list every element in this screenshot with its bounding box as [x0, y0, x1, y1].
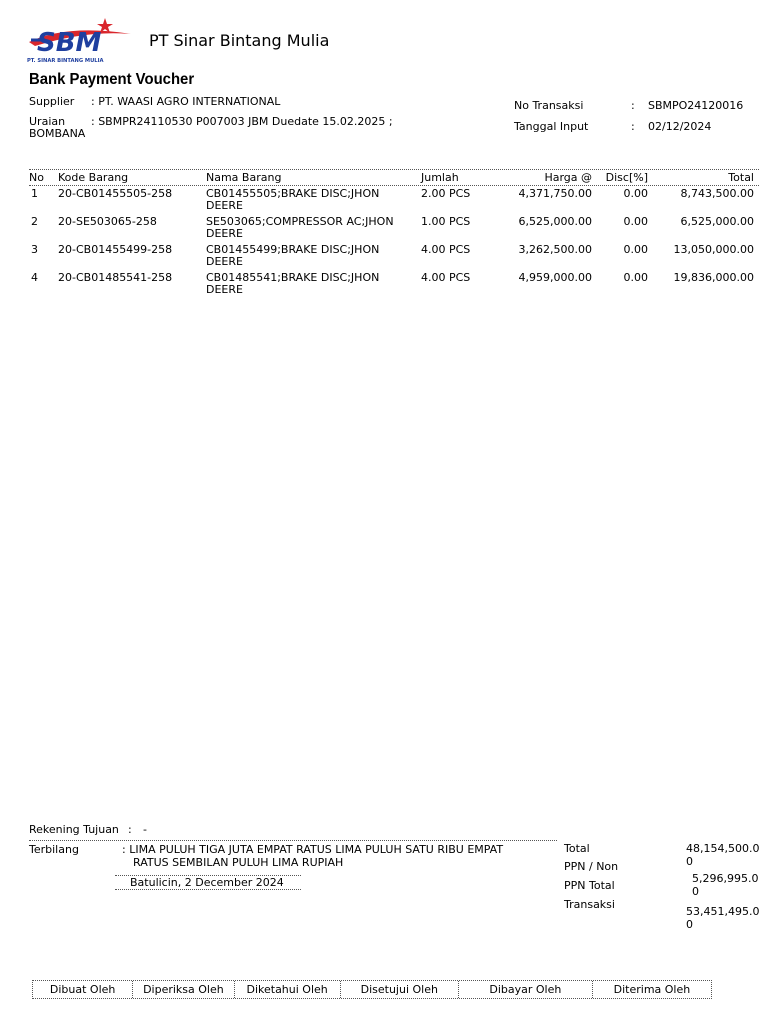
row-harga: 6,525,000.00: [518, 215, 592, 228]
row-disc: 0.00: [623, 215, 648, 228]
row-kode: 20-CB01485541-258: [58, 271, 173, 284]
place-date: Batulicin, 2 December 2024: [115, 875, 301, 890]
signature-row: [32, 980, 712, 999]
row-total: 6,525,000.00: [680, 215, 754, 228]
row-total: 13,050,000.00: [673, 243, 754, 256]
terbilang-divider: [29, 840, 557, 841]
row-disc: 0.00: [623, 243, 648, 256]
table-header-divider: [29, 185, 759, 186]
logo-subtext: PT. SINAR BINTANG MULIA: [27, 58, 104, 64]
grand-total-value-line1: 53,451,495.0: [686, 905, 760, 918]
row-total: 19,836,000.00: [673, 271, 754, 284]
company-name: PT Sinar Bintang Mulia: [149, 31, 330, 50]
ppn-total-label: PPN Total: [564, 879, 615, 892]
row-no: 1: [31, 187, 38, 200]
header-nama-barang: Nama Barang: [206, 171, 282, 184]
header-jumlah: Jumlah: [421, 171, 459, 184]
header-total: Total: [728, 171, 754, 184]
supplier-value: : PT. WAASI AGRO INTERNATIONAL: [91, 95, 281, 108]
uraian-value-line2: BOMBANA: [29, 127, 86, 140]
header-disc: Disc[%]: [605, 171, 648, 184]
row-harga: 3,262,500.00: [518, 243, 592, 256]
row-jumlah: 2.00 PCS: [421, 187, 471, 200]
company-logo: [27, 16, 139, 64]
row-nama-line2: DEERE: [206, 283, 243, 296]
logo-text: SBM: [37, 28, 102, 58]
header-no: No: [29, 171, 44, 184]
table-top-divider: [29, 169, 759, 170]
ppn-value-line1: 5,296,995.0: [692, 872, 759, 885]
row-nama-line1: SE503065;COMPRESSOR AC;JHON: [206, 215, 394, 228]
total-value-line1: 48,154,500.0: [686, 842, 760, 855]
no-transaksi-colon: :: [631, 99, 635, 112]
ppn-value-line2: 0: [692, 885, 699, 898]
uraian-value-line1: : SBMPR24110530 P007003 JBM Duedate 15.02.2025 ;: [91, 115, 393, 128]
row-no: 3: [31, 243, 38, 256]
row-no: 2: [31, 215, 38, 228]
row-disc: 0.00: [623, 271, 648, 284]
terbilang-line1: : LIMA PULUH TIGA JUTA EMPAT RATUS LIMA PULUH SATU RIBU EMPAT: [122, 843, 504, 856]
document-title: Bank Payment Voucher: [29, 71, 195, 88]
row-jumlah: 4.00 PCS: [421, 243, 471, 256]
sign-dibuat-oleh: Dibuat Oleh: [33, 981, 133, 998]
terbilang-label: Terbilang: [29, 843, 79, 856]
grand-total-value-line2: 0: [686, 918, 693, 931]
row-nama-line1: CB01485541;BRAKE DISC;JHON: [206, 271, 380, 284]
row-jumlah: 1.00 PCS: [421, 215, 471, 228]
row-kode: 20-CB01455505-258: [58, 187, 173, 200]
row-kode: 20-CB01455499-258: [58, 243, 173, 256]
no-transaksi-value: SBMPO24120016: [648, 99, 744, 112]
uraian-label: Uraian: [29, 115, 66, 128]
row-nama-line2: DEERE: [206, 227, 243, 240]
transaksi-label: Transaksi: [564, 898, 615, 911]
no-transaksi-label: No Transaksi: [514, 99, 584, 112]
supplier-label: Supplier: [29, 95, 75, 108]
row-nama-line2: DEERE: [206, 255, 243, 268]
sign-diketahui-oleh: Diketahui Oleh: [235, 981, 341, 998]
total-label: Total: [564, 842, 590, 855]
tanggal-input-colon: :: [631, 120, 635, 133]
sign-dibayar-oleh: Dibayar Oleh: [459, 981, 593, 998]
row-harga: 4,959,000.00: [518, 271, 592, 284]
rekening-value: -: [143, 823, 147, 836]
rekening-label: Rekening Tujuan: [29, 823, 119, 836]
ppn-label: PPN / Non: [564, 860, 619, 873]
rekening-colon: :: [128, 823, 132, 836]
sign-diterima-oleh: Diterima Oleh: [613, 983, 691, 996]
header-harga: Harga @: [544, 171, 592, 184]
sign-disetujui-oleh: Disetujui Oleh: [341, 981, 459, 998]
sign-diperiksa-oleh: Diperiksa Oleh: [133, 981, 234, 998]
row-no: 4: [31, 271, 38, 284]
row-kode: 20-SE503065-258: [58, 215, 157, 228]
header-kode-barang: Kode Barang: [58, 171, 129, 184]
tanggal-input-label: Tanggal Input: [514, 120, 589, 133]
terbilang-line2: RATUS SEMBILAN PULUH LIMA RUPIAH: [133, 856, 344, 869]
row-total: 8,743,500.00: [680, 187, 754, 200]
row-disc: 0.00: [623, 187, 648, 200]
row-nama-line2: DEERE: [206, 199, 243, 212]
tanggal-input-value: 02/12/2024: [648, 120, 712, 133]
row-harga: 4,371,750.00: [518, 187, 592, 200]
row-nama-line1: CB01455499;BRAKE DISC;JHON: [206, 243, 380, 256]
row-nama-line1: CB01455505;BRAKE DISC;JHON: [206, 187, 380, 200]
row-jumlah: 4.00 PCS: [421, 271, 471, 284]
total-value-line2: 0: [686, 855, 693, 868]
